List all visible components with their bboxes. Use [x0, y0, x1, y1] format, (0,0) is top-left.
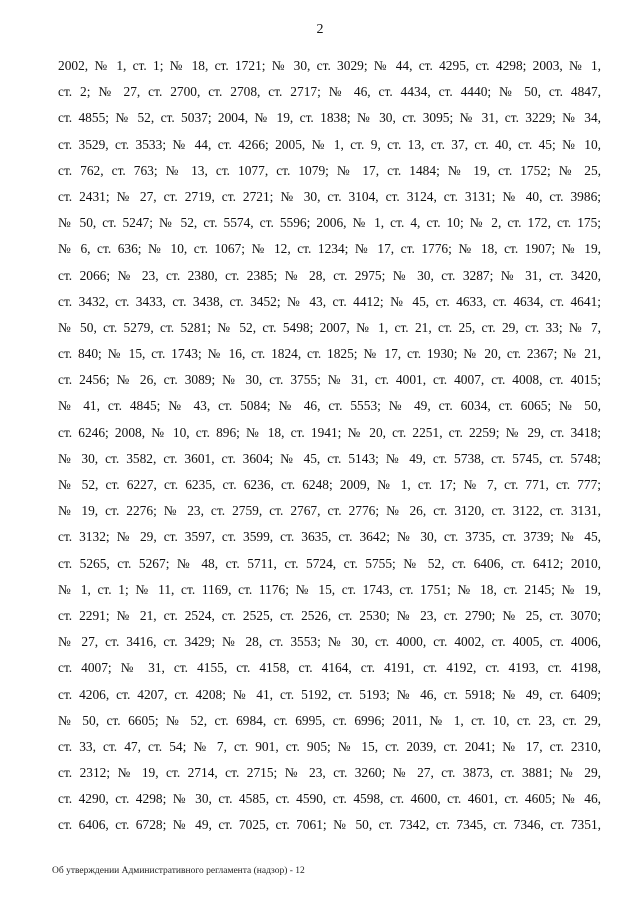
text-line: ст. 4290, ст. 4298; № 30, ст. 4585, ст. 4590, ст. 4598, ст. 4600, ст. 4601, ст. 4605; № 46, — [58, 791, 601, 807]
text-line: ст. 2066; № 23, ст. 2380, ст. 2385; № 28, ст. 2975; № 30, ст. 3287; № 31, ст. 3420, — [58, 267, 601, 283]
text-line: ст. 4007; № 31, ст. 4155, ст. 4158, ст. 4164, ст. 4191, ст. 4192, ст. 4193, ст. 4198, — [58, 660, 601, 676]
text-line: ст. 3529, ст. 3533; № 44, ст. 4266; 2005, № 1, ст. 9, ст. 13, ст. 37, ст. 40, ст. 45; № 10, — [58, 136, 601, 152]
text-line: № 52, ст. 6227, ст. 6235, ст. 6236, ст. 6248; 2009, № 1, ст. 17; № 7, ст. 771, ст. 777; — [58, 477, 601, 492]
text-line: ст. 2431; № 27, ст. 2719, ст. 2721; № 30, ст. 3104, ст. 3124, ст. 3131; № 40, ст. 3986; — [58, 188, 601, 204]
text-line: ст. 840; № 15, ст. 1743; № 16, ст. 1824, ст. 1825; № 17, ст. 1930; № 20, ст. 2367; № 21, — [58, 346, 601, 362]
text-line: ст. 6246; 2008, № 10, ст. 896; № 18, ст. 1941; № 20, ст. 2251, ст. 2259; № 29, ст. 3418; — [58, 424, 601, 440]
text-line: № 50, ст. 5279, ст. 5281; № 52, ст. 5498; 2007, № 1, ст. 21, ст. 25, ст. 29, ст. 33; № 7, — [58, 319, 601, 335]
page-number: 2 — [316, 22, 324, 37]
text-line: 2002, № 1, ст. 1; № 18, ст. 1721; № 30, ст. 3029; № 44, ст. 4295, ст. 4298; 2003, № 1, — [58, 58, 601, 73]
text-line: ст. 762, ст. 763; № 13, ст. 1077, ст. 1079; № 17, ст. 1484; № 19, ст. 1752; № 25, — [58, 162, 601, 178]
text-line: ст. 33, ст. 47, ст. 54; № 7, ст. 901, ст. 905; № 15, ст. 2039, ст. 2041; № 17, ст. 2310, — [58, 738, 601, 754]
text-line: ст. 2312; № 19, ст. 2714, ст. 2715; № 23, ст. 3260; № 27, ст. 3873, ст. 3881; № 29, — [58, 765, 601, 781]
text-line: ст. 6406, ст. 6728; № 49, ст. 7025, ст. 7061; № 50, ст. 7342, ст. 7345, ст. 7346, ст. 7351, — [58, 817, 601, 833]
text-line: № 27, ст. 3416, ст. 3429; № 28, ст. 3553; № 30, ст. 4000, ст. 4002, ст. 4005, ст. 4006, — [58, 634, 601, 650]
text-line: № 19, ст. 2276; № 23, ст. 2759, ст. 2767, ст. 2776; № 26, ст. 3120, ст. 3122, ст. 3131, — [58, 503, 601, 519]
text-line: ст. 4206, ст. 4207, ст. 4208; № 41, ст. 5192, ст. 5193; № 46, ст. 5918; № 49, ст. 6409; — [58, 686, 601, 702]
text-line: ст. 4855; № 52, ст. 5037; 2004, № 19, ст. 1838; № 30, ст. 3095; № 31, ст. 3229; № 34, — [58, 110, 601, 126]
text-line: ст. 5265, ст. 5267; № 48, ст. 5711, ст. 5724, ст. 5755; № 52, ст. 6406, ст. 6412; 2010, — [58, 555, 601, 571]
text-line: № 50, ст. 5247; № 52, ст. 5574, ст. 5596; 2006, № 1, ст. 4, ст. 10; № 2, ст. 172, ст. 175; — [58, 215, 601, 231]
text-line: ст. 2291; № 21, ст. 2524, ст. 2525, ст. 2526, ст. 2530; № 23, ст. 2790; № 25, ст. 3070; — [58, 607, 601, 623]
body-text — [58, 53, 601, 839]
document-footer: Об утверждении Административного регламента (надзор) - 12 — [52, 866, 305, 876]
text-line: № 50, ст. 6605; № 52, ст. 6984, ст. 6995, ст. 6996; 2011, № 1, ст. 10, ст. 23, ст. 29, — [58, 712, 601, 728]
text-line: № 1, ст. 1; № 11, ст. 1169, ст. 1176; № 15, ст. 1743, ст. 1751; № 18, ст. 2145; № 19, — [58, 581, 601, 597]
text-line: № 6, ст. 636; № 10, ст. 1067; № 12, ст. 1234; № 17, ст. 1776; № 18, ст. 1907; № 19, — [58, 241, 601, 257]
text-line: № 30, ст. 3582, ст. 3601, ст. 3604; № 45, ст. 5143; № 49, ст. 5738, ст. 5745, ст. 5748; — [58, 450, 601, 466]
text-line: ст. 2; № 27, ст. 2700, ст. 2708, ст. 2717; № 46, ст. 4434, ст. 4440; № 50, ст. 4847, — [58, 84, 601, 100]
text-line: ст. 3432, ст. 3433, ст. 3438, ст. 3452; № 43, ст. 4412; № 45, ст. 4633, ст. 4634, ст. 4641; — [58, 293, 601, 309]
text-line: ст. 2456; № 26, ст. 3089; № 30, ст. 3755; № 31, ст. 4001, ст. 4007, ст. 4008, ст. 4015; — [58, 372, 601, 388]
text-line: № 41, ст. 4845; № 43, ст. 5084; № 46, ст. 5553; № 49, ст. 6034, ст. 6065; № 50, — [58, 398, 601, 414]
text-line: ст. 3132; № 29, ст. 3597, ст. 3599, ст. 3635, ст. 3642; № 30, ст. 3735, ст. 3739; № 45, — [58, 529, 601, 545]
